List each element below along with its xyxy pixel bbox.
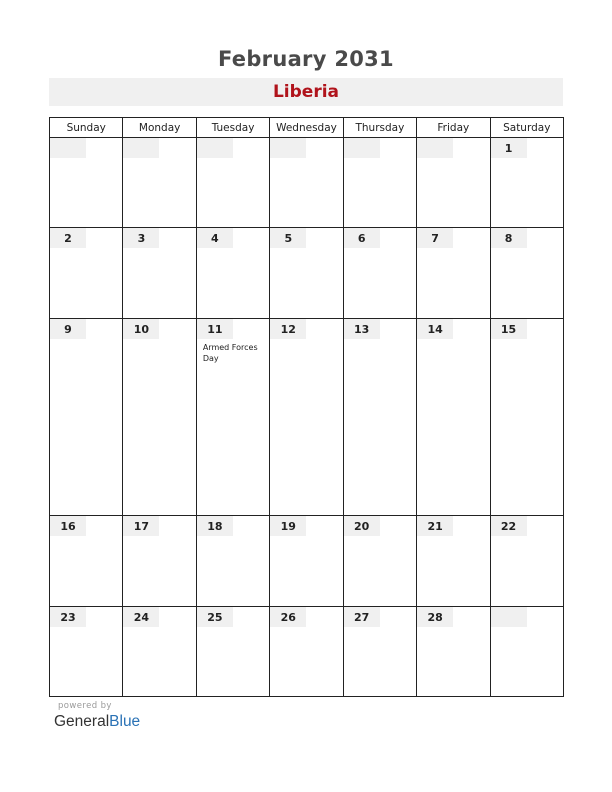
day-number: 12 (270, 319, 306, 339)
day-number: 26 (270, 607, 306, 627)
weekday-thursday: Thursday (343, 118, 416, 138)
day-cell (270, 228, 343, 318)
day-number: 15 (491, 319, 527, 339)
day-cell (417, 318, 490, 516)
day-cell (343, 138, 416, 228)
day-number (50, 138, 86, 158)
day-cell (270, 318, 343, 516)
weekday-tuesday: Tuesday (196, 118, 269, 138)
day-number: 17 (123, 516, 159, 536)
country-name: Liberia (272, 82, 340, 102)
day-number (344, 138, 380, 158)
day-number: 11 (197, 319, 233, 339)
day-cell (417, 228, 490, 318)
day-number: 3 (123, 228, 159, 248)
day-cell (196, 228, 269, 318)
day-cell (50, 318, 123, 516)
day-number: 24 (123, 607, 159, 627)
day-cell (417, 516, 490, 606)
day-cell (50, 228, 123, 318)
day-number: 20 (344, 516, 380, 536)
day-cell (417, 138, 490, 228)
day-cell (490, 516, 563, 606)
day-cell (343, 516, 416, 606)
day-cell (50, 516, 123, 606)
day-number: 2 (50, 228, 86, 248)
day-number (123, 138, 159, 158)
day-cell (196, 606, 269, 696)
day-number: 27 (344, 607, 380, 627)
day-number: 6 (344, 228, 380, 248)
page-title: February 2031 (218, 47, 394, 71)
day-cell (123, 606, 196, 696)
day-cell (123, 138, 196, 228)
country-banner (49, 78, 563, 106)
week-row (50, 516, 564, 606)
weekday-sunday: Sunday (50, 118, 123, 138)
day-number: 16 (50, 516, 86, 536)
day-number: 7 (417, 228, 453, 248)
day-number: 25 (197, 607, 233, 627)
week-row (50, 228, 564, 318)
brand-general-text: General (54, 713, 110, 730)
generalblue-logo[interactable] (54, 713, 140, 731)
day-number: 19 (270, 516, 306, 536)
day-number (491, 607, 527, 627)
day-number: 13 (344, 319, 380, 339)
weekday-header-row (50, 118, 564, 138)
weekday-friday: Friday (417, 118, 490, 138)
day-number: 22 (491, 516, 527, 536)
holiday-label: Armed Forces Day (202, 342, 258, 363)
day-cell (490, 606, 563, 696)
day-cell (50, 138, 123, 228)
week-row (50, 606, 564, 696)
day-number (197, 138, 233, 158)
weekday-saturday: Saturday (490, 118, 563, 138)
day-cell (123, 516, 196, 606)
day-cell (270, 516, 343, 606)
day-cell (417, 606, 490, 696)
day-number: 5 (270, 228, 306, 248)
day-cell (490, 228, 563, 318)
day-number: 28 (417, 607, 453, 627)
day-cell (270, 138, 343, 228)
day-cell (343, 228, 416, 318)
day-number: 9 (50, 319, 86, 339)
day-number (417, 138, 453, 158)
day-cell (490, 138, 563, 228)
weekday-wednesday: Wednesday (270, 118, 343, 138)
day-cell (123, 318, 196, 516)
day-number: 1 (491, 138, 527, 158)
week-row (50, 138, 564, 228)
day-cell (343, 318, 416, 516)
day-cell (123, 228, 196, 318)
weekday-monday: Monday (123, 118, 196, 138)
day-cell (490, 318, 563, 516)
day-number: 10 (123, 319, 159, 339)
day-cell (196, 516, 269, 606)
day-cell (196, 318, 269, 516)
day-number (270, 138, 306, 158)
brand-blue-text: Blue (109, 713, 141, 730)
week-row (50, 318, 564, 516)
day-cell (343, 606, 416, 696)
day-number: 4 (197, 228, 233, 248)
day-cell (196, 138, 269, 228)
day-number: 8 (491, 228, 527, 248)
day-number: 23 (50, 607, 86, 627)
day-cell (50, 606, 123, 696)
day-number: 21 (417, 516, 453, 536)
day-number: 14 (417, 319, 453, 339)
calendar-grid (49, 117, 564, 697)
day-number: 18 (197, 516, 233, 536)
powered-by-label: powered by (58, 701, 112, 711)
day-cell (270, 606, 343, 696)
